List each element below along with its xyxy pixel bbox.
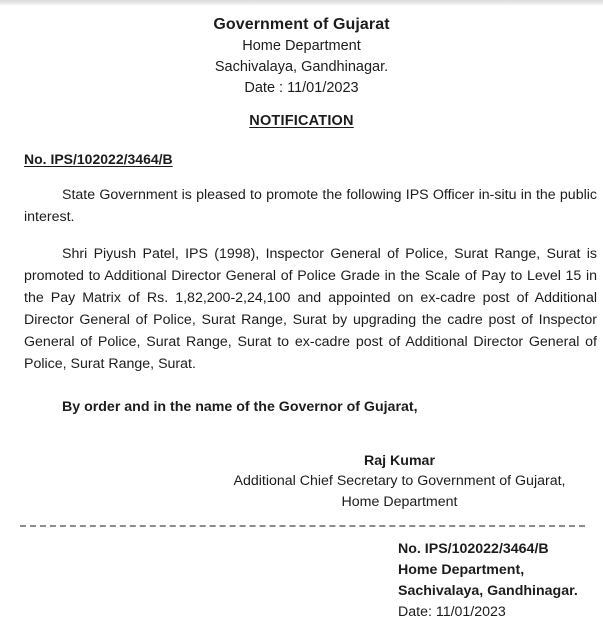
department-address: Sachivalaya, Gandhinagar. — [214, 59, 389, 75]
signatory-designation: Additional Chief Secretary to Government of Gujarat, — [233, 473, 566, 489]
header-date: Date : 11/01/2023 — [244, 80, 359, 96]
notification-heading: NOTIFICATION — [249, 113, 354, 129]
government-title: Government of Gujarat — [213, 16, 390, 33]
department-name: Home Department — [242, 38, 361, 54]
document-content — [0, 184, 603, 375]
reference-number: No. IPS/102022/3464/B — [24, 151, 173, 167]
footer-address: Sachivalaya, Gandhinagar. — [398, 583, 578, 599]
footer-reference-number: No. IPS/102022/3464/B — [398, 541, 549, 557]
signatory-department: Home Department — [341, 494, 458, 510]
paragraph-intro: State Government is pleased to promote the following IPS Officer in-situ in the public interest. — [24, 187, 597, 225]
footer-department: Home Department, — [398, 562, 525, 578]
section-divider — [20, 525, 585, 527]
reference-number-row — [0, 151, 603, 169]
footer-endorsement-block — [0, 539, 603, 623]
paragraph-promotion-details: Shri Piyush Patel, IPS (1998), Inspector General of Police, Surat Range, Surat is promoted to Additional Director General of Police Grade in the Scale of Pay to Level 15 in the Pay Matrix of Rs. 1,82,200-2,24,100 and appointed on ex-cadre post of Additional Director General of Police, Surat Range, Surat by upgrading the cadre post of Inspector General of Police, Surat Range, Surat to ex-cadre post of Additional Director General of Police, Surat Range, Surat. — [24, 246, 597, 372]
document-header — [0, 0, 603, 129]
signature-block — [0, 451, 603, 513]
signatory-name: Raj Kumar — [364, 453, 435, 469]
footer-date: Date: 11/01/2023 — [398, 604, 506, 620]
by-order-statement: By order and in the name of the Governor of Gujarat, — [62, 399, 418, 415]
